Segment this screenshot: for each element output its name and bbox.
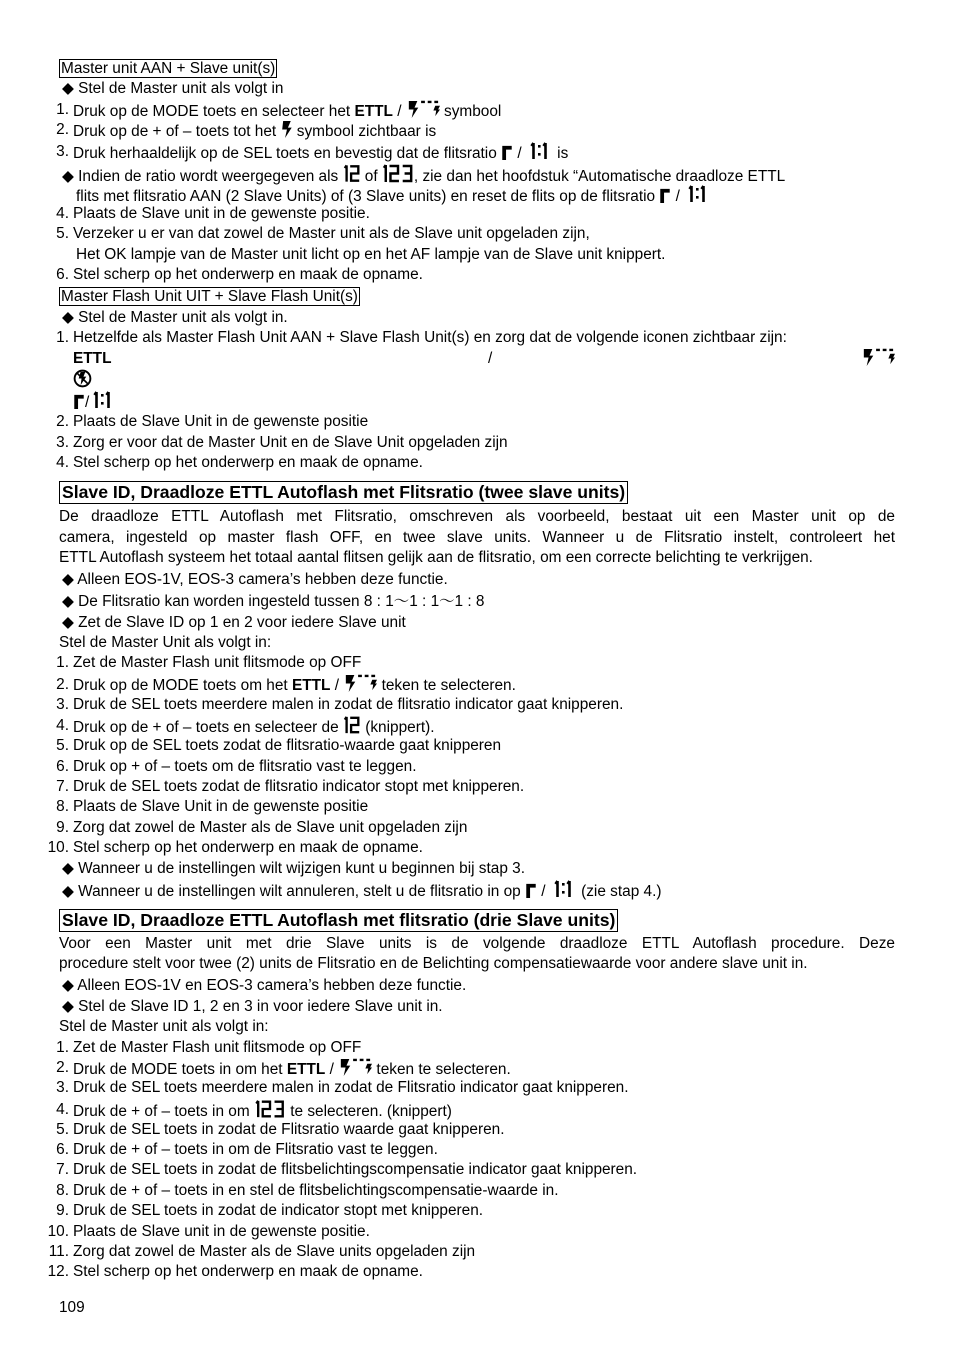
- list-item: 5. Druk op de SEL toets zodat de flitsratio-waarde gaat knipperen: [56, 737, 502, 755]
- list-item: 1. Zet de Master Flash unit flitsmode op OFF: [56, 1038, 362, 1056]
- section-title-master-off: Master Flash Unit UIT + Slave Flash Unit(s): [61, 287, 358, 305]
- list-item: 8. Druk de + of – toets in en stel de flitsbelichtingscompensatie-waarde in.: [56, 1181, 559, 1199]
- ratio-r-icon: [73, 393, 85, 410]
- bullet-icon: ◆: [62, 167, 74, 185]
- paragraph-line: De draadloze ETTL Autoflash met Flitsratio, omschreven als voorbeeld, bestaat uit een Master unit op de: [59, 508, 895, 526]
- bullet-icon: ◆: [62, 976, 74, 994]
- list-item: 3. Druk de SEL toets meerdere malen in zodat de flitsratio indicator gaat knipperen.: [56, 695, 624, 713]
- ratio-1-1-icon: [89, 390, 116, 410]
- list-item: 7. Druk de SEL toets in zodat de flitsbelichtingscompensatie indicator gaat knipperen.: [56, 1161, 638, 1179]
- list-item: 4. Druk de + of – toets in om te selecteren. (knippert): [56, 1100, 452, 1120]
- bullet-icon: ◆: [62, 592, 74, 610]
- list-item: 7. Druk de SEL toets zodat de flitsratio indicator stopt met knipperen.: [56, 777, 525, 795]
- list-item: 3. Zorg er voor dat de Master Unit en de Slave Unit opgeladen zijn: [56, 433, 508, 451]
- instruction-text: Stel de Master unit als volgt in: [78, 80, 284, 98]
- list-item: 6. Druk op + of – toets om de flitsratio vast te leggen.: [56, 757, 417, 775]
- list-item: 2. Plaats de Slave Unit in de gewenste positie: [56, 413, 369, 431]
- manual-page: Master unit AAN + Slave unit(s) ◆ Stel de Master unit als volgt in 1. Druk op de MODE toets en selecteer het ETTL / symbool 2. Druk op de + of – toets tot het symbool zichtbaar is 3. Druk herhaaldelijk op de SEL toets en bevestig dat de flitsratio / is ◆ Indien de ratio wordt weergegeven als of , zie dan het hoofdstuk “Automatische draadloze ETTL flits met flitsratio AAN (2 Slave Units) of (3 Slave units) en reset de flits op de flitsratio / 4. Plaats de Slave unit in de gewenste positie. 5. Verzeker u er van dat zowel de Master unit als de Slave unit opgeladen zijn, Het OK lampje van de Master unit licht op en het AF lampje van de Slave unit knippert. 6. Stel scherp op het onderwerp en maak de opname. Master Flash Unit UIT + Slave Flash Unit(s) ◆ Stel de Master unit als volgt in. 1. Hetzelfde als Master Flash Unit AAN + Slave Flash Unit(s) en zorg dat de volgende iconen zichtbaar zijn: ETTL / / 2. Plaats de Slave Unit in de gewenste positie 3. Zorg er voor dat de Master Unit en de Slave Unit opgeladen zijn 4. Stel scherp op het onderwerp en maak de opname. Slave ID, Draadloze ETTL Autoflash met Flitsratio (twee slave units) De draadloze ETTL Autoflash met Flitsratio, omschreven als voorbeeld, bestaat uit een Master unit op de camera, ingesteld op master flash OFF, en twee slave units. Wanneer u de Flitsratio instelt, controleert het ETTL Autoflash systeem het totaal aantal flitsen gelijk aan de flitsratio, om een correcte belichting te verkrijgen. ◆ Alleen EOS-1V, EOS-3 camera’s hebben deze functie. ◆ De Flitsratio kan worden ingesteld tussen 8 : 1～1 : 1～1 : 8 ◆ Zet de Slave ID op 1 en 2 voor iedere Slave unit Stel de Master Unit als volgt in: 1. Zet de Master Flash unit flitsmode op OFF 2. Druk op de MODE toets om het ETTL / teken te selecteren. 3. Druk de SEL toets meerdere malen in zodat de flitsratio indicator gaat knipperen. 4. Druk op de + of – toets en selecteer de (knippert). 5. Druk op de SEL toets zodat de flitsratio-waarde gaat knipperen 6. Druk op + of – toets om de flitsratio vast te leggen. 7. Druk de SEL toets zodat de flitsratio indicator stopt met knipperen. 8. Plaats de Slave Unit in de gewenste positie 9. Zorg dat zowel de Master als de Slave unit opgeladen zijn 10. Stel scherp op het onderwerp en maak de opname. ◆ Wanneer u de instellingen wilt wijzigen kunt u beginnen bij stap 3. ◆ Wanneer u de instellingen wilt annuleren, stelt u de flitsratio in op / (zie stap 4.) Slave ID, Draadloze ETTL Autoflash met flitsratio (drie Slave units) Voor een Master unit met drie Slave units is de volgende draadloze ETTL Autoflash procedure. Deze procedure stelt voor twee (2) units de Flitsratio en de Belichting compensatiewaarde voor andere slave unit in. ◆ Alleen EOS-1V en EOS-3 camera’s hebben deze functie. ◆ Stel de Slave ID 1, 2 en 3 in voor iedere Slave unit in. Stel de Master unit als volgt in: 1. Zet de Master Flash unit flitsmode op OFF 2. Druk de MODE toets in om het ETTL / teken te selecteren. 3. Druk de SEL toets meerdere malen in zodat de Flitsratio indicator gaat knipperen. 4. Druk de + of – toets in om te selecteren. (knippert) 5. Druk de SEL toets in zodat de Flitsratio waarde gaat knipperen. 6. Druk de + of – toets in om de Flitsratio vast te leggen. 7. Druk de SEL toets in zodat de flitsbelichtingscompensatie indicator gaat knipperen. 8. Druk de + of – toets in en stel de flitsbelichtingscompensatie-waarde in. 9. Druk de SEL toets in zodat de indicator stopt met knipperen. 10. Plaats de Slave unit in de gewenste positie. 11. Zorg dat zowel de Master als de Slave units opgeladen zijn 12. Stel scherp op het onderwerp en maak de opname.: [59, 59, 895, 1283]
- wireless-flash-icon: [338, 1058, 372, 1077]
- list-item: 11. Zorg dat zowel de Master als de Slave units opgeladen zijn: [48, 1243, 476, 1261]
- list-item: 5. Verzeker u er van dat zowel de Master unit als de Slave unit opgeladen zijn,: [56, 225, 590, 243]
- list-item: 4. Stel scherp op het onderwerp en maak de opname.: [56, 454, 423, 472]
- paragraph-line: Voor een Master unit met drie Slave units is de volgende draadloze ETTL Autoflash procedure. Deze: [59, 934, 895, 952]
- wireless-flash-icon: [343, 674, 377, 693]
- list-item: 1. Zet de Master Flash unit flitsmode op OFF: [56, 654, 362, 672]
- list-item: 1. Druk op de MODE toets en selecteer het ETTL / symbool: [56, 100, 502, 120]
- wireless-flash-icon: [406, 100, 440, 119]
- list-item: 9. Zorg dat zowel de Master als de Slave unit opgeladen zijn: [56, 818, 468, 836]
- list-item: 2. Druk op de MODE toets om het ETTL / teken te selecteren.: [56, 675, 516, 694]
- ratio-1-1-icon: [684, 184, 711, 204]
- paragraph-line: ETTL Autoflash systeem het totaal aantal flitsen gelijk aan de flitsratio, om een correcte belichting te verkrijgen.: [59, 549, 813, 567]
- list-item: 6. Druk de + of – toets in om de Flitsratio vast te leggen.: [56, 1141, 438, 1159]
- flash-off-icon: [73, 369, 92, 388]
- list-item: 3. Druk de SEL toets meerdere malen in zodat de Flitsratio indicator gaat knipperen.: [56, 1079, 629, 1097]
- list-item: 2. Druk de MODE toets in om het ETTL / teken te selecteren.: [56, 1058, 511, 1078]
- bullet-icon: ◆: [62, 882, 74, 900]
- ratio-r-icon: [659, 187, 671, 204]
- ratio-123-icon: [382, 163, 414, 184]
- ratio-1-1-icon: [526, 141, 553, 161]
- list-item: 4. Druk op de + of – toets en selecteer de (knippert).: [56, 717, 435, 737]
- list-item: 3. Druk herhaaldelijk op de SEL toets en bevestig dat de flitsratio / is: [56, 142, 569, 162]
- bullet-icon: ◆: [62, 570, 74, 588]
- ratio-12-icon: [343, 715, 361, 735]
- wireless-flash-icon: [861, 348, 895, 367]
- section-heading-two-slaves: Slave ID, Draadloze ETTL Autoflash met Flitsratio (twee slave units): [59, 481, 628, 504]
- bullet-icon: ◆: [62, 859, 74, 877]
- list-item: 12. Stel scherp op het onderwerp en maak de opname.: [47, 1263, 423, 1281]
- list-item: 9. Druk de SEL toets in zodat de indicator stopt met knipperen.: [56, 1202, 484, 1220]
- page-number: 109: [59, 1299, 85, 1316]
- list-item: 1. Hetzelfde als Master Flash Unit AAN + Slave Flash Unit(s) en zorg dat de volgende iconen zichtbaar zijn:: [56, 328, 787, 346]
- list-item: 8. Plaats de Slave Unit in de gewenste positie: [56, 798, 369, 816]
- bullet-icon: ◆: [62, 613, 74, 631]
- list-item: 4. Plaats de Slave unit in de gewenste positie.: [56, 204, 370, 222]
- list-item: 10. Stel scherp op het onderwerp en maak de opname.: [47, 839, 423, 857]
- flash-icon: [280, 120, 292, 139]
- list-item: 5. Druk de SEL toets in zodat de Flitsratio waarde gaat knipperen.: [56, 1120, 505, 1138]
- bullet-icon: ◆: [62, 308, 74, 326]
- ratio-123-icon: [254, 1099, 286, 1119]
- list-item: 6. Stel scherp op het onderwerp en maak de opname.: [56, 266, 423, 284]
- ratio-r-icon: [501, 144, 513, 161]
- ratio-r-icon: [525, 882, 537, 899]
- paragraph-line: procedure stelt voor twee (2) units de Flitsratio en de Belichting compensatiewaarde voor andere slave unit in.: [59, 955, 808, 973]
- ratio-1-1-icon: [550, 879, 577, 899]
- section-heading-three-slaves: Slave ID, Draadloze ETTL Autoflash met flitsratio (drie Slave units): [59, 909, 618, 932]
- list-item: 2. Druk op de + of – toets tot het symbool zichtbaar is: [56, 121, 437, 141]
- ratio-12-icon: [343, 163, 361, 184]
- icon-list: ETTL /: [59, 348, 895, 369]
- bullet-icon: ◆: [62, 80, 74, 98]
- paragraph-line: camera, ingesteld op master flash OFF, en twee slave units. Wanneer u de Flitsratio instelt, controleert het: [59, 528, 895, 546]
- list-item: 10. Plaats de Slave unit in de gewenste positie.: [47, 1222, 370, 1240]
- bullet-icon: ◆: [62, 997, 74, 1015]
- section-title-master-on: Master unit AAN + Slave unit(s): [61, 60, 276, 77]
